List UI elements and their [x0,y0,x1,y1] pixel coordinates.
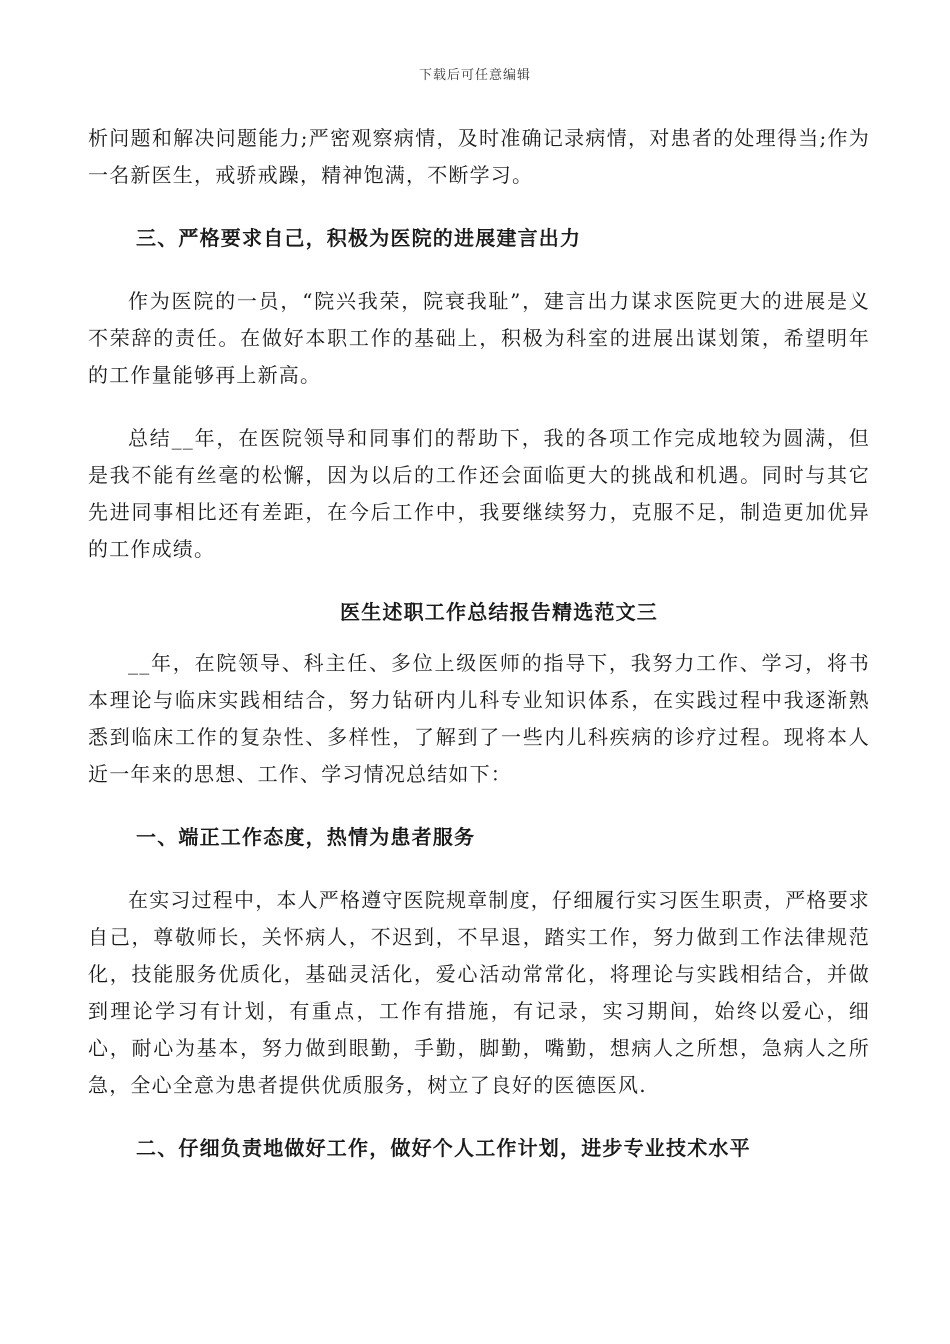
document-body [88,120,870,1167]
section-heading-2: 二、仔细负责地做好工作，做好个人工作计划，进步专业技术水平 [136,1136,751,1160]
page-header-note: 下载后可任意编辑 [418,68,531,83]
paragraph-intro: __年，在院领导、科主任、多位上级医师的指导下，我努力工作、学习，将书本理论与临床实践相结合，努力钻研内儿科专业知识体系，在实践过程中我逐渐熟悉到临床工作的复杂性、多样性，了解到了一些内儿科疾病的诊疗过程。现将本人近一年来的思想、工作、学习情况总结如下： [88,651,870,786]
section-heading-1: 一、端正工作态度，热情为患者服务 [136,825,476,849]
section-heading-3: 三、严格要求自己，积极为医院的进展建言出力 [136,226,582,250]
document-title: 医生述职工作总结报告精选范文三 [340,600,658,624]
paragraph-year-summary: 总结__年，在医院领导和同事们的帮助下，我的各项工作完成地较为圆满，但是我不能有丝毫的松懈，因为以后的工作还会面临更大的挑战和机遇。同时与其它先进同事相比还有差距，在今后工作中，我要继续努力，克服不足，制造更加优异的工作成绩。 [88,426,870,561]
paragraph-continued: 析问题和解决问题能力;严密观察病情，及时准确记录病情，对患者的处理得当;作为一名新医生，戒骄戒躁，精神饱满，不断学习。 [88,126,870,187]
paragraph-hospital-member: 作为医院的一员，“院兴我荣，院衰我耻”，建言出力谋求医院更大的进展是义不荣辞的责任。在做好本职工作的基础上，积极为科室的进展出谋划策，希望明年的工作量能够再上新高。 [88,289,870,387]
paragraph-internship: 在实习过程中，本人严格遵守医院规章制度，仔细履行实习医生职责，严格要求自己，尊敬师长，关怀病人，不迟到，不早退，踏实工作，努力做到工作法律规范化，技能服务优质化，基础灵活化，爱心活动常常化，将理论与实践相结合，并做到理论学习有计划，有重点，工作有措施，有记录，实习期间，始终以爱心，细心，耐心为基本，努力做到眼勤，手勤，脚勤，嘴勤，想病人之所想，急病人之所急，全心全意为患者提供优质服务，树立了良好的医德医风. [88,888,870,1097]
